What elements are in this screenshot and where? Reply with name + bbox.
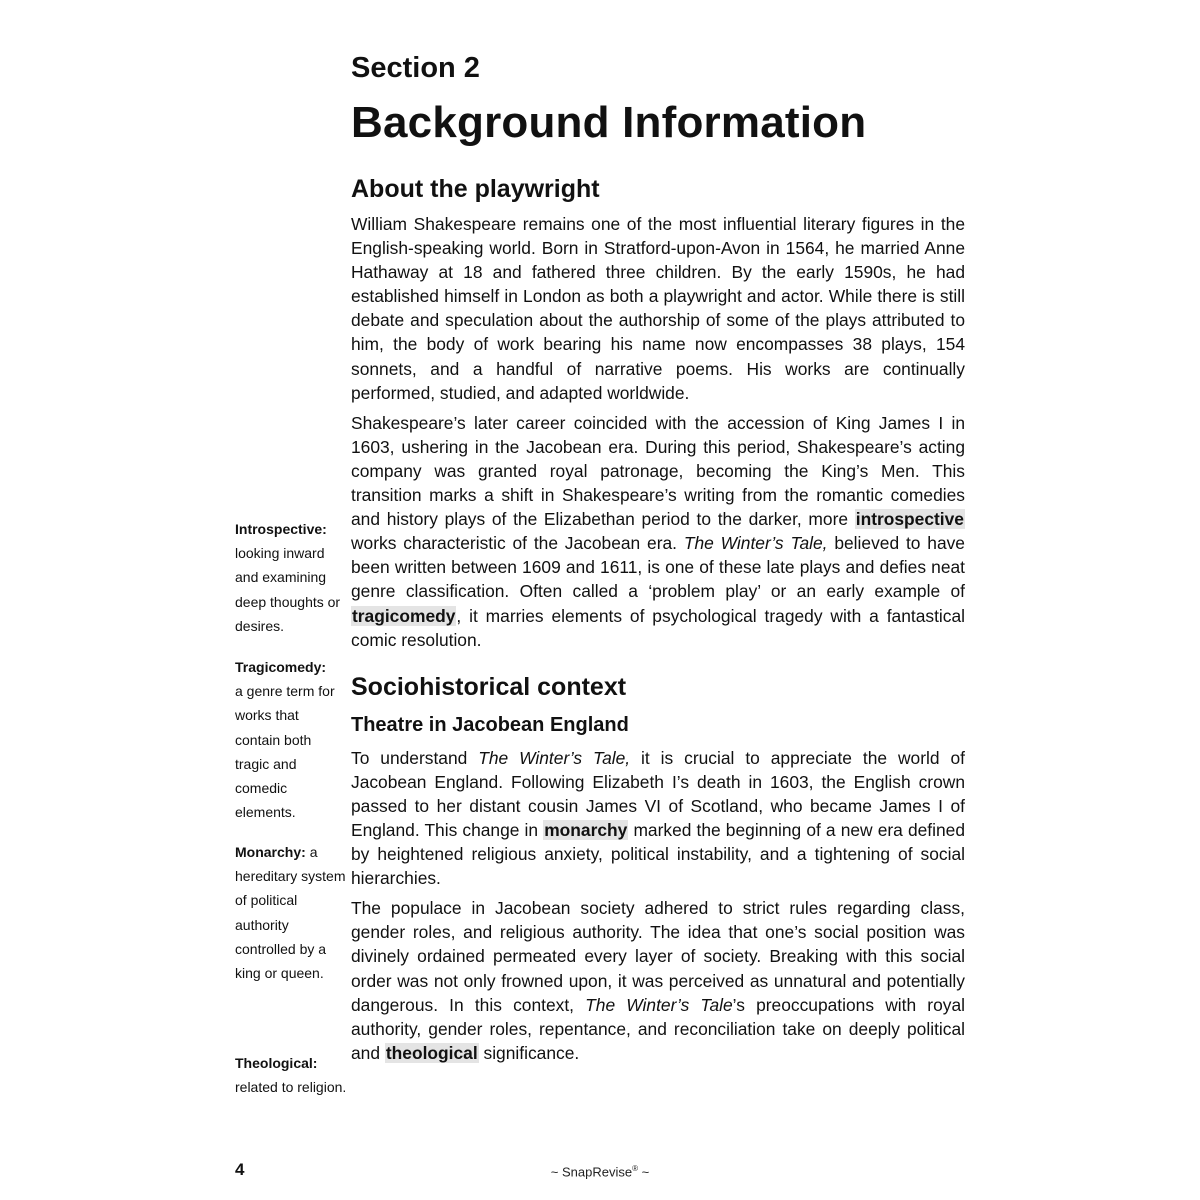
registered-mark: ® [632,1164,638,1173]
text-run: it is crucial to appreciate the world of Jacobean England. Following Elizabeth I’s death in 1603, the English crown passed to her distant cousin James VI of Scotland, who became James I of England. This change in [351,747,965,840]
paragraph-context-2 [351,896,965,1065]
glossary-term-introspective: introspective [855,509,964,530]
glossary-definition: a genre term for works that contain both tragic and comedic elements. [235,683,335,821]
brand-name: SnapRevise [561,1164,633,1180]
glossary-term-theological: theological [385,1042,478,1063]
glossary-note-monarchy [235,840,347,985]
heading-about-playwright: About the playwright [351,175,600,203]
tilde-left: ~ [550,1164,559,1180]
paragraph-about-2 [351,411,965,652]
text-run: , it marries elements of psychological tragedy with a fantastical comic resolution. [351,605,965,650]
text-run: works characteristic of the Jacobean era. [351,533,678,554]
glossary-term-tragicomedy: tragicomedy [352,605,456,626]
glossary-note-tragicomedy [235,655,347,824]
text-run: marked the beginning of a new era defined by heightened religious anxiety, political instability, and a tightening of social hierarchies. [351,819,965,889]
paragraph-context-1 [351,746,965,891]
main-content [351,48,965,1071]
play-title: The Winter’s Tale, [478,747,631,768]
text-run: significance. [483,1042,580,1063]
glossary-definition: a hereditary system of political authority controlled by a king or queen. [235,844,346,982]
footer-brand [0,1164,1200,1179]
page-title: Background Information [351,98,867,147]
section-label: Section 2 [351,52,480,84]
text-run: To understand [351,747,468,768]
play-title: The Winter’s Tale, [683,533,828,554]
glossary-term-monarchy: monarchy [544,819,628,840]
glossary-definition: looking inward and examining deep thoughts or desires. [235,545,341,634]
play-title: The Winter’s Tale [585,994,733,1015]
page-number: 4 [235,1160,245,1179]
glossary-term: Introspective: [235,521,327,537]
glossary-term: Tragicomedy: [235,659,327,675]
glossary-note-theological [235,1051,347,1099]
glossary-term: Monarchy: [235,844,306,860]
text-run: The populace in Jacobean society adhered to strict rules regarding class, gender roles, and religious authority. The idea that one’s social position was divinely ordained permeated every layer of society. Breaking with this social order was not only frowned upon, it was perceived as unnatural and potentially dangerous. In this context, [351,898,965,1015]
glossary-definition: related to religion. [235,1079,347,1096]
glossary-term: Theological: [235,1055,318,1071]
subheading-theatre: Theatre in Jacobean England [351,713,629,736]
text-run: Shakespeare’s later career coincided with the accession of King James I in 1603, ushering in the Jacobean era. During this period, Shakespeare’s acting company was granted royal patronage, becoming the King’s Men. This transition marks a shift in Shakespeare’s writing from the romantic comedies and history plays of the Elizabethan period to the darker, more [351,412,965,530]
paragraph-about-1: William Shakespeare remains one of the most influential literary figures in the English-speaking world. Born in Stratford-upon-Avon in 1564, he married Anne Hathaway at 18 and fathered three children. By the early 1590s, he had established himself in London as both a playwright and actor. While there is still debate and speculation about the authorship of some of the plays attributed to him, the body of work bearing his name now encompasses 38 plays, 154 sonnets, and a handful of narrative poems. His works are continually performed, studied, and adapted worldwide. [351,214,965,403]
text-run: ’s preoccupations with royal authority, gender roles, repentance, and reconciliation take on deeply political and [351,994,965,1063]
heading-sociohistorical-context: Sociohistorical context [351,672,627,701]
glossary-note-introspective [235,517,347,638]
tilde-right: ~ [641,1164,650,1180]
text-run: believed to have been written between 1609 and 1611, is one of these late plays and defies neat genre classification. Often called a ‘problem play’ or an early example of [351,533,965,602]
